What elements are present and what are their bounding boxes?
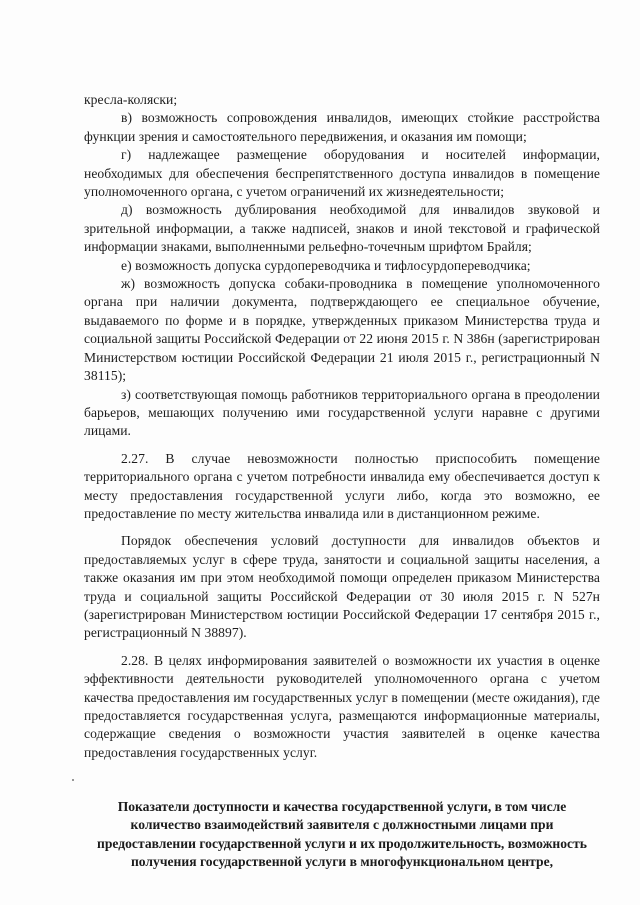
paragraph-clause-2-27: 2.27. В случае невозможности полностью приспособить помещение территориального органа с учетом потребности инвалида ему обеспечивается доступ к месту предоставления государственной услуги либо, когда это возможно, ее предоставление по месту жительства инвалида или в дистанционном режиме. (84, 450, 600, 521)
paragraph-item-zh: ж) возможность допуска собаки-проводника в помещение уполномоченного органа при наличии документа, подтверждающего ее специальное обучение, выдаваемого по форме и в порядке, утвержденных приказом Министерства труда и социальной защиты Российской Федерации от 22 июня 2015 г. N 386н (зарегистрирован Министерством юстиции Российской Федерации 21 июля 2015 г., регистрационный N 38115); (84, 276, 600, 384)
section-heading-line: получения государственной услуги в многофункциональном центре, (130, 854, 554, 870)
section-heading-line: количество взаимодействий заявителя с должностными лицами при (130, 817, 554, 833)
section-heading (84, 798, 600, 872)
section-heading-line: предоставлении государственной услуги и их продолжительность, возможность (97, 835, 587, 851)
paragraph-item-g: г) надлежащее размещение оборудования и носителей информации, необходимых для обеспечения беспрепятственного доступа инвалидов в помещение уполномоченного органа, с учетом ограничений их жизнедеятельности; (84, 147, 600, 200)
paragraph-accessibility-order: Порядок обеспечения условий доступности для инвалидов объектов и предоставляемых услуг в сфере труда, занятости и социальной защиты населения, а также оказания им при этом необходимой помощи определен приказом Министерства труда и социальной защиты Российской Федерации от 30 июля 2015 г. N 527н (зарегистрирован Министерством юстиции Российской Федерации 17 сентября 2015 г., регистрационный N 38897). (84, 533, 600, 641)
paragraph-clause-2-28: 2.28. В целях информирования заявителей о возможности их участия в оценке эффективности деятельности руководителей уполномоченного органа с учетом качества предоставления им государственных услуг в помещении (месте ожидания), где предоставляется государственная услуга, размещаются информационные материалы, содержащие сведения о возможности участия заявителей в оценке качества предоставления государственных услуг. (84, 652, 600, 760)
paragraph-item-v: в) возможность сопровождения инвалидов, имеющих стойкие расстройства функции зрения и самостоятельного передвижения, и оказания им помощи; (84, 110, 600, 144)
scan-speck (72, 779, 74, 781)
paragraph-item-d: д) возможность дублирования необходимой для инвалидов звуковой и зрительной информации, а также надписей, знаков и иной текстовой и графической информации знаками, выполненными рельефно-точечным шрифтом Брайля; (84, 202, 600, 255)
paragraph-item-z: з) соответствующая помощь работников территориального органа в преодолении барьеров, мешающих получению ими государственной услуги наравне с другими лицами. (84, 386, 600, 439)
paragraph-item-e: е) возможность допуска сурдопереводчика и тифлосурдопереводчика; (121, 257, 531, 273)
paragraph-wheelchair-continuation: кресла-коляски; (84, 92, 178, 107)
document-body (84, 91, 600, 762)
section-heading-line: Показатели доступности и качества государственной услуги, в том числе (117, 799, 567, 814)
